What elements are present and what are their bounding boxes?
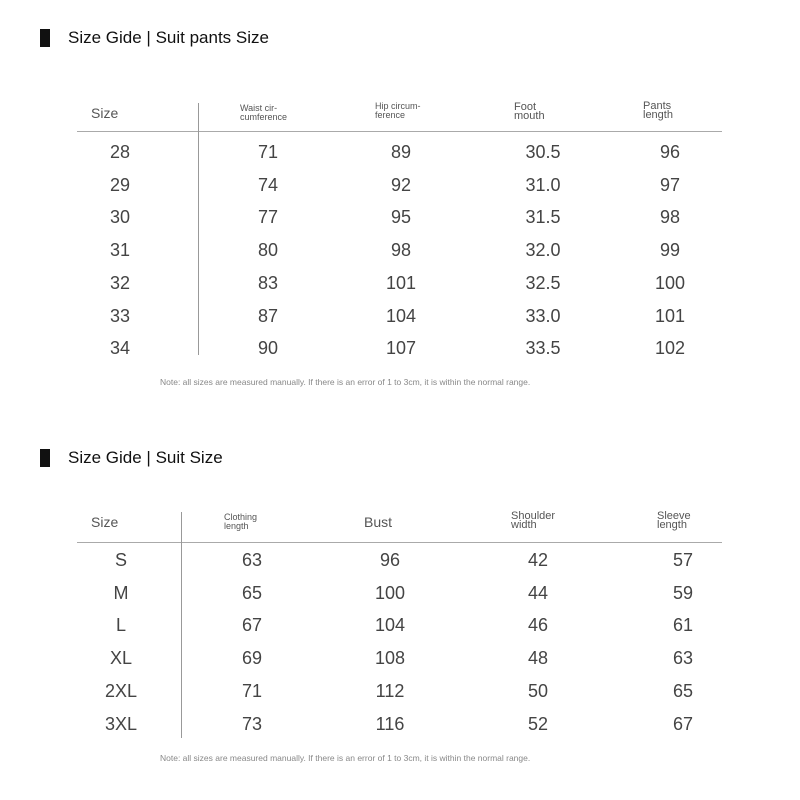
suit-section-title bbox=[40, 448, 223, 468]
pants-cell: 30.5 bbox=[525, 142, 561, 162]
pants-cell: 100 bbox=[654, 272, 686, 293]
pants-cell: 30 bbox=[109, 207, 131, 228]
pants-cell: 80 bbox=[257, 240, 279, 261]
pants-cell: 83 bbox=[257, 272, 279, 293]
suit-note: Note: all sizes are measured manually. If there is an error of 1 to 3cm, it is within the normal range. bbox=[160, 753, 531, 763]
pants-cell: 87 bbox=[257, 305, 279, 326]
pants-cell: 34 bbox=[109, 338, 131, 359]
pants-cell: 92 bbox=[390, 174, 412, 195]
suit-cell: 2XL bbox=[104, 680, 138, 701]
suit-cell: M bbox=[113, 582, 129, 603]
suit-cell: 46 bbox=[527, 615, 549, 636]
suit-cell: 104 bbox=[374, 615, 406, 636]
pants-header-waist: Waist cir- cumference bbox=[240, 103, 288, 122]
pants-header-size: Size bbox=[91, 105, 119, 121]
suit-cell: 73 bbox=[241, 713, 263, 734]
pants-cell: 96 bbox=[659, 142, 681, 162]
suit-cell: 71 bbox=[241, 680, 263, 701]
suit-header-divider bbox=[77, 542, 722, 543]
suit-cell: 3XL bbox=[104, 713, 138, 734]
suit-cell: 52 bbox=[527, 713, 549, 734]
suit-cell: 42 bbox=[527, 550, 549, 570]
pants-cell: 97 bbox=[659, 174, 681, 195]
pants-title-text: Size Gide | Suit pants Size bbox=[68, 28, 269, 47]
suit-cell: S bbox=[114, 550, 128, 570]
suit-cell: XL bbox=[109, 648, 133, 669]
pants-cell: 89 bbox=[390, 142, 412, 162]
suit-cell: 65 bbox=[672, 680, 694, 701]
suit-column-divider bbox=[181, 512, 182, 738]
suit-header-size: Size bbox=[91, 514, 119, 530]
pants-cell: 31 bbox=[109, 240, 131, 261]
pants-cell: 77 bbox=[257, 207, 279, 228]
pants-section-title bbox=[40, 28, 269, 48]
suit-cell: 63 bbox=[241, 550, 263, 570]
suit-cell: 57 bbox=[672, 550, 694, 570]
pants-cell: 98 bbox=[659, 207, 681, 228]
pants-cell: 33.5 bbox=[525, 338, 561, 359]
pants-column-divider bbox=[198, 103, 199, 355]
suit-header-shoulder: Shoulder width bbox=[511, 510, 556, 531]
pants-cell: 32.5 bbox=[525, 272, 561, 293]
title-marker bbox=[40, 449, 50, 467]
pants-cell: 95 bbox=[390, 207, 412, 228]
suit-cell: 67 bbox=[241, 615, 263, 636]
pants-cell: 33.0 bbox=[525, 305, 561, 326]
suit-cell: 112 bbox=[375, 680, 405, 701]
title-marker bbox=[40, 29, 50, 47]
suit-cell: 69 bbox=[241, 648, 263, 669]
pants-cell: 29 bbox=[109, 174, 131, 195]
suit-cell: 96 bbox=[379, 550, 401, 570]
pants-cell: 107 bbox=[385, 338, 417, 359]
pants-cell: 104 bbox=[385, 305, 417, 326]
pants-header-hip: Hip circum- ference bbox=[375, 101, 421, 120]
suit-cell: 48 bbox=[527, 648, 549, 669]
pants-cell: 101 bbox=[654, 305, 686, 326]
suit-header-clothing: Clothing length bbox=[224, 512, 258, 531]
pants-cell: 99 bbox=[659, 240, 681, 261]
suit-header-bust: Bust bbox=[364, 514, 393, 530]
pants-cell: 33 bbox=[109, 305, 131, 326]
suit-cell: 108 bbox=[374, 648, 406, 669]
suit-cell: 61 bbox=[672, 615, 694, 636]
suit-cell: L bbox=[115, 615, 127, 636]
pants-cell: 31.5 bbox=[525, 207, 561, 228]
suit-cell: 65 bbox=[241, 582, 263, 603]
suit-cell: 44 bbox=[527, 582, 549, 603]
pants-cell: 102 bbox=[654, 338, 686, 359]
pants-note: Note: all sizes are measured manually. If there is an error of 1 to 3cm, it is within the normal range. bbox=[160, 377, 531, 387]
pants-cell: 71 bbox=[257, 142, 279, 162]
pants-cell: 74 bbox=[257, 174, 279, 195]
pants-header-length: Pants length bbox=[643, 100, 673, 121]
pants-cell: 90 bbox=[257, 338, 279, 359]
pants-cell: 31.0 bbox=[525, 174, 561, 195]
suit-cell: 59 bbox=[672, 582, 694, 603]
pants-header-divider bbox=[77, 131, 722, 132]
suit-header-sleeve: Sleeve length bbox=[657, 510, 691, 531]
suit-title-text: Size Gide | Suit Size bbox=[68, 448, 223, 467]
pants-cell: 98 bbox=[390, 240, 412, 261]
suit-cell: 50 bbox=[527, 680, 549, 701]
pants-header-foot: Foot mouth bbox=[514, 101, 545, 122]
pants-cell: 32 bbox=[109, 272, 131, 293]
pants-cell: 28 bbox=[109, 142, 131, 162]
suit-cell: 63 bbox=[672, 648, 694, 669]
pants-cell: 101 bbox=[385, 272, 417, 293]
pants-cell: 32.0 bbox=[525, 240, 561, 261]
suit-cell: 116 bbox=[375, 713, 405, 734]
suit-cell: 67 bbox=[672, 713, 694, 734]
suit-cell: 100 bbox=[374, 582, 406, 603]
